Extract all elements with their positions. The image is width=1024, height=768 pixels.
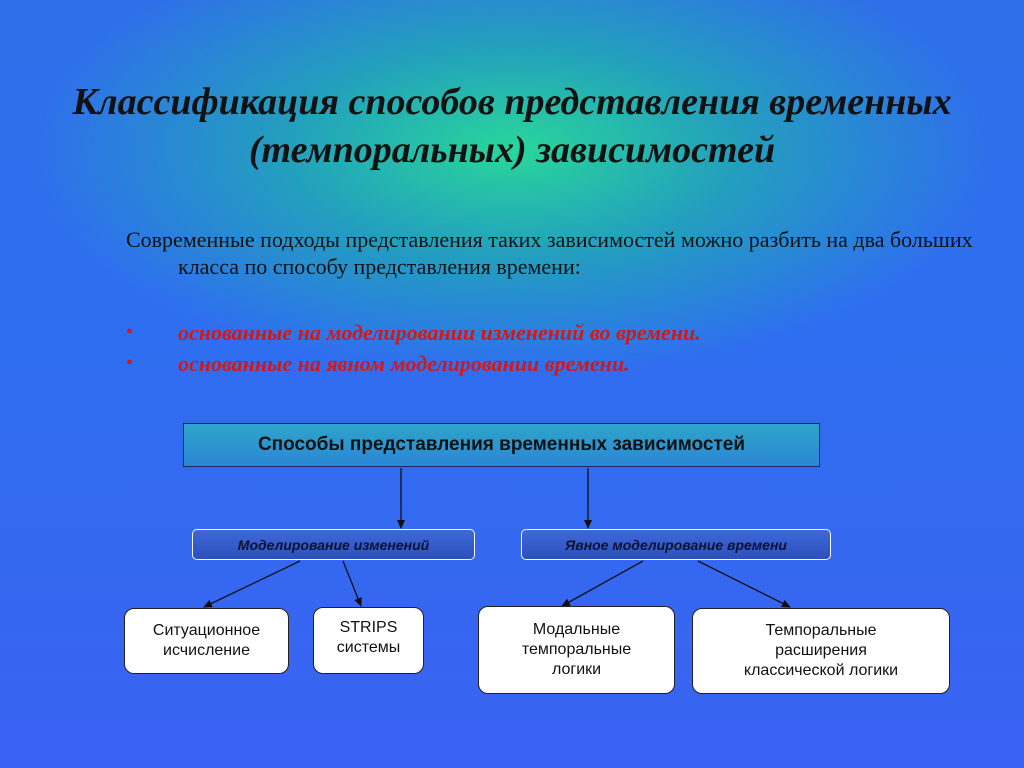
leaf-node-modal-logics: Модальные темпоральные логики bbox=[478, 606, 675, 694]
arrow-changes-to-situation bbox=[204, 561, 300, 607]
diagram-root-node: Способы представления временных зависимостей bbox=[183, 423, 820, 467]
bullet-marker: • bbox=[126, 352, 134, 374]
intro-paragraph: Современные подходы представления таких зависимостей можно разбить на два больших класса по способу представления времени: bbox=[126, 227, 973, 279]
leaf-node-situation-calculus: Ситуационное исчисление bbox=[124, 608, 289, 674]
slide-title: Классификация способов представления временных (темпоральных) зависимостей bbox=[72, 81, 952, 171]
bullet-text: основанные на моделировании изменений во времени. bbox=[178, 320, 701, 345]
branch-node-explicit-time: Явное моделирование времени bbox=[521, 529, 831, 560]
branch-node-changes: Моделирование изменений bbox=[192, 529, 475, 560]
arrow-explicit-to-modal bbox=[562, 561, 643, 606]
leaf-node-temporal-extensions: Темпоральные расширения классической логики bbox=[692, 608, 950, 694]
arrow-explicit-to-temporal bbox=[698, 561, 790, 607]
bullet-marker: • bbox=[126, 321, 134, 343]
arrow-changes-to-strips bbox=[343, 561, 361, 606]
leaf-node-strips: STRIPS системы bbox=[313, 607, 424, 674]
bullet-text: основанные на явном моделировании времени. bbox=[178, 351, 630, 376]
